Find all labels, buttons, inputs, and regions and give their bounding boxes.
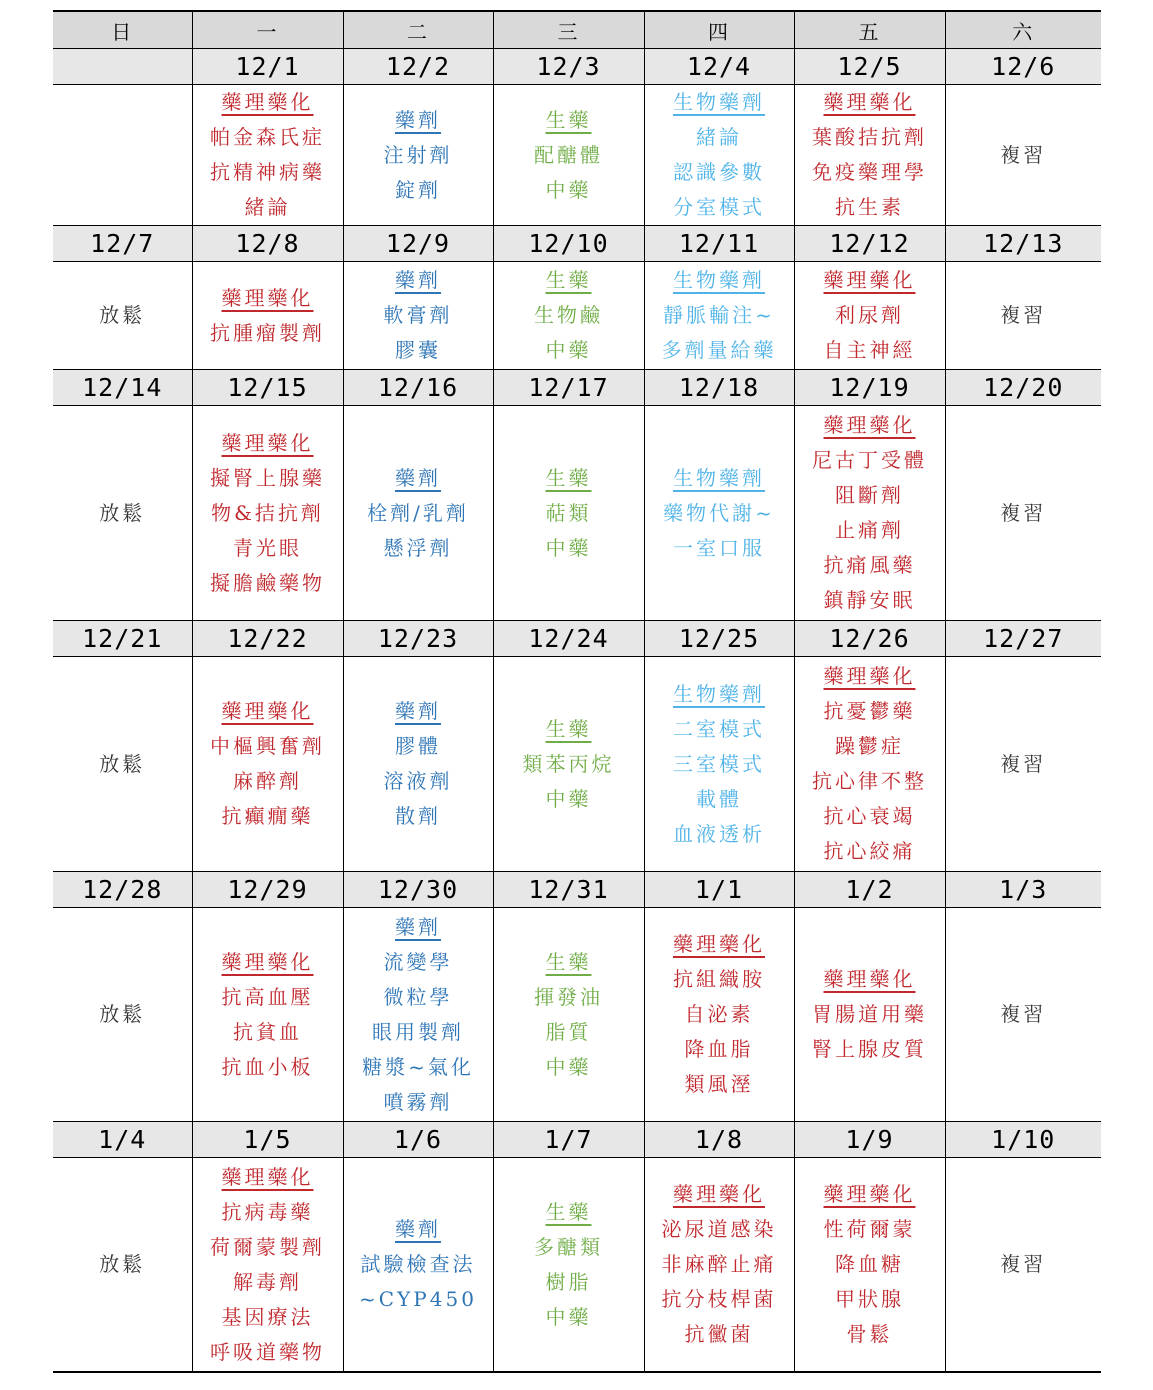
- topic-line: 中藥: [545, 338, 592, 362]
- schedule-cell: [945, 657, 1101, 872]
- schedule-cell: [945, 406, 1101, 621]
- topic-line: 擬腎上腺藥: [210, 465, 325, 490]
- topic-line: 抗心絞痛: [823, 839, 916, 863]
- topic-line: 脂質: [545, 1019, 592, 1044]
- topic-line: 放鬆: [99, 303, 146, 327]
- date-cell: 12/2: [343, 49, 493, 85]
- topic-line: 認識參數: [673, 160, 765, 184]
- topic-line: 中藥: [545, 1054, 592, 1079]
- schedule-cell-content: [645, 263, 794, 368]
- schedule-cell-content: [494, 263, 644, 368]
- schedule-cell-content: [344, 263, 493, 368]
- schedule-cell: [343, 85, 493, 226]
- topic-line: 多劑量給藥: [661, 338, 777, 362]
- subject-title: 藥理藥化: [823, 664, 916, 688]
- schedule-cell-content: [53, 496, 192, 531]
- topic-line: 配醣體: [534, 142, 603, 167]
- date-cell: [53, 49, 192, 85]
- schedule-cell-content: [344, 910, 493, 1120]
- topic-line: 揮發油: [534, 984, 603, 1009]
- date-cell: 12/9: [343, 226, 493, 262]
- date-cell: 12/20: [945, 370, 1101, 406]
- topic-line: 注射劑: [383, 142, 453, 167]
- topic-line: 非麻醉止痛: [661, 1252, 777, 1276]
- schedule-cell-content: [946, 138, 1102, 173]
- topic-line: 二室模式: [673, 716, 765, 741]
- schedule-cell: [493, 657, 644, 872]
- subject-title: 生藥: [545, 465, 592, 490]
- date-cell: 12/8: [192, 226, 343, 262]
- date-cell: 1/5: [192, 1122, 343, 1158]
- schedule-cell-content: [946, 298, 1102, 333]
- date-cell: 12/6: [945, 49, 1101, 85]
- schedule-cell: [192, 406, 343, 621]
- schedule-cell: [343, 908, 493, 1122]
- topic-line: 抗分枝桿菌: [661, 1287, 777, 1311]
- topic-line: 載體: [696, 786, 742, 811]
- topic-line: 複習: [1000, 751, 1047, 776]
- schedule-cell: [192, 262, 343, 370]
- schedule-cell: [945, 262, 1101, 370]
- subject-title: 藥理藥化: [823, 90, 916, 114]
- topic-line: 放鬆: [99, 751, 146, 776]
- schedule-cell-content: [946, 997, 1102, 1032]
- topic-line: 複習: [1000, 142, 1047, 167]
- date-cell: 12/28: [53, 872, 192, 908]
- subject-title: 生藥: [545, 107, 592, 132]
- topic-line: 多醣類: [534, 1234, 603, 1259]
- topic-line: 自泌素: [684, 1002, 754, 1026]
- schedule-cell: [794, 85, 945, 226]
- date-cell: 1/10: [945, 1122, 1101, 1158]
- topic-line: 膠囊: [395, 338, 441, 362]
- topic-line: 呼吸道藥物: [210, 1339, 325, 1364]
- topic-line: 樹脂: [545, 1269, 592, 1294]
- subject-title: 藥理藥化: [673, 932, 765, 956]
- schedule-cell: [493, 262, 644, 370]
- topic-line: 擬膽鹼藥物: [210, 570, 325, 595]
- schedule-cell-content: [344, 1212, 493, 1317]
- topic-line: 鎮靜安眠: [823, 588, 916, 612]
- topic-line: 葉酸拮抗劑: [812, 125, 927, 149]
- topic-line: 生物鹼: [534, 303, 603, 327]
- topic-line: 中藥: [545, 535, 592, 560]
- topic-line: 放鬆: [99, 1252, 146, 1276]
- subject-title: 生物藥劑: [673, 268, 765, 292]
- schedule-cell: [53, 657, 192, 872]
- topic-line: 抗病毒藥: [221, 1199, 314, 1224]
- topic-line: 噴霧劑: [383, 1089, 453, 1114]
- schedule-cell-content: [494, 461, 644, 566]
- schedule-cell-content: [946, 496, 1102, 531]
- topic-line: 骨鬆: [846, 1322, 893, 1346]
- topic-line: 中藥: [545, 177, 592, 202]
- schedule-cell: [644, 1158, 794, 1373]
- topic-line: 帕金森氏症: [210, 125, 325, 149]
- date-cell: 12/30: [343, 872, 493, 908]
- schedule-cell: [343, 657, 493, 872]
- schedule-cell-content: [53, 997, 192, 1032]
- date-cell: 12/24: [493, 621, 644, 657]
- schedule-cell-content: [193, 945, 343, 1085]
- schedule-cell: [644, 406, 794, 621]
- subject-title: 藥劑: [395, 1217, 441, 1241]
- date-cell: 12/11: [644, 226, 794, 262]
- date-cell: 1/8: [644, 1122, 794, 1158]
- subject-title: 藥劑: [395, 268, 441, 292]
- date-cell: 1/1: [644, 872, 794, 908]
- schedule-cell: [53, 85, 192, 226]
- schedule-cell-content: [795, 408, 945, 618]
- schedule-row: [53, 1158, 1101, 1373]
- schedule-cell-content: [795, 962, 945, 1067]
- schedule-cell-content: [645, 85, 794, 225]
- schedule-cell-content: [946, 747, 1102, 782]
- topic-line: 中樞興奮劑: [210, 734, 325, 758]
- date-cell: 12/25: [644, 621, 794, 657]
- date-cell: 1/4: [53, 1122, 192, 1158]
- topic-line: 膠體: [395, 734, 441, 758]
- schedule-cell-content: [494, 945, 644, 1085]
- schedule-cell: [945, 85, 1101, 226]
- date-cell: 1/7: [493, 1122, 644, 1158]
- topic-line: 緒論: [696, 125, 742, 149]
- schedule-cell-content: [193, 1160, 343, 1370]
- topic-line: 利尿劑: [835, 303, 904, 327]
- topic-line: 抗心律不整: [812, 769, 927, 793]
- weekday-header-row: [53, 11, 1101, 49]
- schedule-cell: [945, 908, 1101, 1122]
- schedule-cell-content: [53, 298, 192, 333]
- topic-line: 阻斷劑: [835, 483, 904, 507]
- schedule-cell: [192, 85, 343, 226]
- schedule-cell-content: [53, 1247, 192, 1282]
- subject-title: 藥劑: [395, 914, 441, 939]
- topic-line: ~CYP450: [359, 1287, 477, 1311]
- topic-line: 中藥: [545, 1304, 592, 1329]
- schedule-cell: [53, 1158, 192, 1373]
- topic-line: 中藥: [545, 786, 592, 811]
- weekday-header-tue: 二: [343, 11, 493, 49]
- topic-line: 性荷爾蒙: [823, 1217, 916, 1241]
- date-cell: 12/15: [192, 370, 343, 406]
- topic-line: 抗痛風藥: [823, 553, 916, 577]
- schedule-row: [53, 657, 1101, 872]
- topic-line: 麻醉劑: [233, 769, 302, 793]
- schedule-cell: [644, 262, 794, 370]
- date-cell: 1/3: [945, 872, 1101, 908]
- date-cell: 12/31: [493, 872, 644, 908]
- topic-line: 抗腫瘤製劑: [210, 320, 325, 345]
- schedule-row: [53, 908, 1101, 1122]
- topic-line: 一室口服: [673, 535, 765, 560]
- schedule-cell: [343, 1158, 493, 1373]
- schedule-cell-content: [53, 747, 192, 782]
- subject-title: 藥劑: [395, 465, 441, 490]
- date-cell: 1/2: [794, 872, 945, 908]
- topic-line: 抗憂鬱藥: [823, 699, 916, 723]
- topic-line: 類苯丙烷: [522, 751, 615, 776]
- topic-line: 眼用製劑: [372, 1019, 464, 1044]
- date-cell: 12/17: [493, 370, 644, 406]
- topic-line: 抗心衰竭: [823, 804, 916, 828]
- topic-line: 複習: [1000, 303, 1047, 327]
- topic-line: 藥物代謝~: [663, 500, 775, 525]
- subject-title: 生藥: [545, 716, 592, 741]
- schedule-cell-content: [494, 712, 644, 817]
- topic-line: 荷爾蒙製劑: [210, 1234, 325, 1259]
- subject-title: 藥理藥化: [673, 1182, 765, 1206]
- topic-line: 分室模式: [673, 195, 765, 219]
- schedule-cell-content: [494, 1195, 644, 1335]
- date-cell: 12/12: [794, 226, 945, 262]
- date-row: [53, 370, 1101, 406]
- date-row: [53, 872, 1101, 908]
- weekday-header-sat: 六: [945, 11, 1101, 49]
- subject-title: 藥理藥化: [823, 967, 916, 991]
- topic-line: 降血脂: [684, 1037, 754, 1061]
- schedule-cell-content: [946, 1247, 1102, 1282]
- schedule-cell-content: [645, 1177, 794, 1352]
- topic-line: 泌尿道感染: [661, 1217, 777, 1241]
- study-calendar: [53, 10, 1101, 1373]
- subject-title: 藥劑: [395, 699, 441, 723]
- schedule-cell: [192, 657, 343, 872]
- schedule-cell: [493, 85, 644, 226]
- date-cell: 12/1: [192, 49, 343, 85]
- calendar-body: [53, 49, 1101, 1373]
- topic-line: 微粒學: [383, 984, 453, 1009]
- schedule-cell: [343, 406, 493, 621]
- topic-line: 基因療法: [221, 1304, 314, 1329]
- date-cell: 12/29: [192, 872, 343, 908]
- schedule-cell: [644, 657, 794, 872]
- date-cell: 12/5: [794, 49, 945, 85]
- schedule-cell-content: [795, 85, 945, 225]
- topic-line: 軟膏劑: [383, 303, 453, 327]
- topic-line: 流變學: [383, 949, 453, 974]
- date-cell: 12/22: [192, 621, 343, 657]
- subject-title: 藥理藥化: [221, 285, 314, 310]
- schedule-cell: [53, 406, 192, 621]
- topic-line: 免疫藥理學: [812, 160, 927, 184]
- subject-title: 藥理藥化: [221, 90, 314, 114]
- schedule-cell: [192, 908, 343, 1122]
- schedule-cell-content: [645, 461, 794, 566]
- date-cell: 12/18: [644, 370, 794, 406]
- topic-line: 三室模式: [673, 751, 765, 776]
- date-row: [53, 621, 1101, 657]
- subject-title: 藥理藥化: [823, 1182, 916, 1206]
- date-cell: 12/14: [53, 370, 192, 406]
- schedule-cell: [53, 262, 192, 370]
- schedule-cell-content: [193, 85, 343, 225]
- date-cell: 12/10: [493, 226, 644, 262]
- schedule-cell: [794, 908, 945, 1122]
- weekday-header-wed: 三: [493, 11, 644, 49]
- topic-line: 腎上腺皮質: [812, 1037, 927, 1061]
- topic-line: 萜類: [545, 500, 592, 525]
- topic-line: 散劑: [395, 804, 441, 828]
- schedule-cell-content: [645, 677, 794, 852]
- date-cell: 12/19: [794, 370, 945, 406]
- subject-title: 生物藥劑: [673, 465, 765, 490]
- topic-line: 自主神經: [823, 338, 916, 362]
- topic-line: 類風溼: [684, 1072, 754, 1096]
- subject-title: 藥理藥化: [221, 430, 314, 455]
- topic-line: 物&拮抗劑: [211, 500, 324, 525]
- schedule-cell-content: [193, 694, 343, 834]
- date-cell: 12/7: [53, 226, 192, 262]
- topic-line: 複習: [1000, 1252, 1047, 1276]
- schedule-row: [53, 406, 1101, 621]
- subject-title: 生藥: [545, 268, 592, 292]
- schedule-cell: [493, 908, 644, 1122]
- date-cell: 12/23: [343, 621, 493, 657]
- date-cell: 12/16: [343, 370, 493, 406]
- schedule-row: [53, 262, 1101, 370]
- topic-line: 尼古丁受體: [812, 448, 927, 472]
- topic-line: 降血糖: [835, 1252, 904, 1276]
- schedule-row: [53, 85, 1101, 226]
- schedule-cell-content: [344, 103, 493, 208]
- schedule-cell-content: [494, 103, 644, 208]
- schedule-cell-content: [344, 694, 493, 834]
- topic-line: 複習: [1000, 500, 1047, 525]
- schedule-cell-content: [795, 659, 945, 869]
- topic-line: 放鬆: [99, 1002, 146, 1026]
- schedule-cell: [794, 262, 945, 370]
- topic-line: 抗癲癇藥: [221, 804, 314, 828]
- date-cell: 12/3: [493, 49, 644, 85]
- topic-line: 放鬆: [99, 500, 146, 525]
- subject-title: 藥理藥化: [823, 268, 916, 292]
- schedule-cell-content: [344, 461, 493, 566]
- subject-title: 生藥: [545, 949, 592, 974]
- schedule-cell: [343, 262, 493, 370]
- date-row: [53, 49, 1101, 85]
- weekday-header-mon: 一: [192, 11, 343, 49]
- schedule-cell: [945, 1158, 1101, 1373]
- topic-line: 抗血小板: [221, 1054, 314, 1079]
- topic-line: 錠劑: [395, 177, 441, 202]
- date-cell: 12/4: [644, 49, 794, 85]
- topic-line: 懸浮劑: [383, 535, 453, 560]
- subject-title: 藥劑: [395, 107, 441, 132]
- date-cell: 12/13: [945, 226, 1101, 262]
- topic-line: 糖漿~氣化: [362, 1054, 474, 1079]
- topic-line: 抗組織胺: [673, 967, 765, 991]
- schedule-cell-content: [193, 426, 343, 601]
- schedule-cell-content: [795, 1177, 945, 1352]
- date-row: [53, 226, 1101, 262]
- topic-line: 胃腸道用藥: [812, 1002, 927, 1026]
- topic-line: 血液透析: [673, 821, 765, 846]
- weekday-header-fri: 五: [794, 11, 945, 49]
- schedule-cell-content: [193, 281, 343, 351]
- subject-title: 藥理藥化: [221, 699, 314, 723]
- topic-line: 止痛劑: [835, 518, 904, 542]
- topic-line: 溶液劑: [383, 769, 453, 793]
- schedule-cell: [644, 85, 794, 226]
- date-cell: 1/9: [794, 1122, 945, 1158]
- schedule-cell-content: [645, 927, 794, 1102]
- topic-line: 解毒劑: [233, 1269, 302, 1294]
- subject-title: 藥理藥化: [823, 413, 916, 437]
- topic-line: 靜脈輸注~: [663, 303, 775, 327]
- date-cell: 1/6: [343, 1122, 493, 1158]
- schedule-cell: [53, 908, 192, 1122]
- weekday-header-sun: 日: [53, 11, 192, 49]
- subject-title: 生物藥劑: [673, 681, 765, 706]
- schedule-cell: [493, 406, 644, 621]
- topic-line: 緒論: [244, 195, 291, 219]
- topic-line: 抗高血壓: [221, 984, 314, 1009]
- topic-line: 複習: [1000, 1002, 1047, 1026]
- subject-title: 藥理藥化: [221, 949, 314, 974]
- schedule-cell: [192, 1158, 343, 1373]
- topic-line: 試驗檢查法: [360, 1252, 476, 1276]
- schedule-cell: [493, 1158, 644, 1373]
- schedule-cell: [644, 908, 794, 1122]
- topic-line: 抗貧血: [233, 1019, 302, 1044]
- date-row: [53, 1122, 1101, 1158]
- schedule-cell-content: [795, 263, 945, 368]
- subject-title: 生藥: [545, 1199, 592, 1224]
- schedule-cell: [794, 1158, 945, 1373]
- schedule-cell: [794, 657, 945, 872]
- subject-title: 藥理藥化: [221, 1164, 314, 1189]
- topic-line: 躁鬱症: [835, 734, 904, 758]
- topic-line: 栓劑/乳劑: [367, 500, 469, 525]
- topic-line: 甲狀腺: [835, 1287, 904, 1311]
- date-cell: 12/26: [794, 621, 945, 657]
- schedule-cell: [794, 406, 945, 621]
- date-cell: 12/21: [53, 621, 192, 657]
- weekday-header-thu: 四: [644, 11, 794, 49]
- topic-line: 抗精神病藥: [210, 160, 325, 184]
- topic-line: 抗黴菌: [684, 1322, 754, 1346]
- subject-title: 生物藥劑: [673, 90, 765, 114]
- topic-line: 抗生素: [835, 195, 904, 219]
- date-cell: 12/27: [945, 621, 1101, 657]
- topic-line: 青光眼: [233, 535, 302, 560]
